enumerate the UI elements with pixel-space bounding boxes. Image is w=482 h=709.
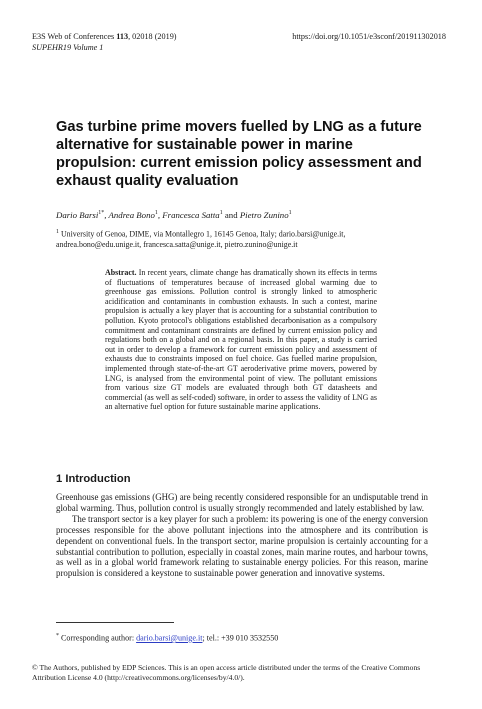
author: Andrea Bono (108, 210, 155, 220)
journal-line (32, 32, 177, 43)
conference-name: SUPEHR19 Volume 1 (32, 42, 104, 52)
footnote-prefix: Corresponding author: (59, 633, 137, 643)
volume-number: 113 (116, 32, 129, 41)
section-heading: 1 Introduction (56, 473, 131, 485)
paragraph: The transport sector is a key player for such a problem: its powering is one of the energy conversion processes responsible for the above pollutant injections into the atmosphere and its contribution is dependent on conventional fuels. In the transport sector, marine propulsion is certainly accounting for a substantial contribution to pollution, especially in coastal zones, main marine routes, and harbour towns, as well as in a global world framework relating to sustainable energy policies. For this reason, marine propulsion is considered a keystone to sustainable power generation and innovative systems. (56, 513, 428, 579)
affiliation-line-2: andrea.bono@edu.unige.it, francesca.satta@unige.it, pietro.zunino@unige.it (56, 240, 298, 250)
article-number: , 02018 (2019) (128, 32, 177, 41)
footnote-suffix: ; tel.: +39 010 3532550 (202, 633, 279, 643)
author-mark: 1 (288, 210, 292, 217)
corresponding-email-link[interactable]: dario.barsi@unige.it (136, 633, 203, 643)
paragraph: Greenhouse gas emissions (GHG) are being recently considered responsible for an undisputable trend in global warming. Thus, pollution control is usually strongly recommended and lately established by law. (56, 492, 428, 513)
affiliation-mark: 1 (56, 229, 59, 235)
author-mark: 1 (154, 210, 158, 217)
author: Francesca Satta (162, 210, 220, 220)
footnote-divider (56, 622, 174, 623)
author: Dario Barsi (56, 210, 99, 220)
affiliation (56, 227, 436, 251)
running-header (32, 32, 177, 53)
section-body (56, 492, 428, 579)
author: Pietro Zunino (239, 210, 289, 220)
doi-link[interactable]: https://doi.org/10.1051/e3sconf/201911302018 (292, 32, 446, 41)
license-notice: © The Authors, published by EDP Sciences. This is an open access article distributed under the terms of the Creative Commons Attribution License 4.0 (http://creativecommons.org/licenses/by/4.0/). (32, 663, 421, 682)
footnote-mark: * (56, 633, 59, 639)
paper-title: Gas turbine prime movers fuelled by LNG as a future alternative for sustainable power in marine propulsion: current emission policy assessment and exhaust quality evaluation (56, 119, 422, 189)
abstract-text: In recent years, climate change has dramatically shown its effects in terms of fluctuations of temperatures because of increased global warming due to greenhouse gas emissions. Pollution control is strongly linked to atmospheric acidification and contaminants in combustion exhausts. In such a contest, marine propulsion is actually a key player that is accounting for a substantial contribution to pollution. Kyoto protocol's obligations established decarbonisation as a compulsory commitment and contaminant constraints are defined by current emission policy and regulations both on a global and on a regional basis. In this paper, a study is carried out in order to develop a framework for current emission policy and assessment of exhausts due to constraints imposed on fuel choice. Gas fuelled marine propulsion, implemented through state-of-the-art GT aeroderivative prime movers, powered by LNG, is analysed from the environmental point of view. The pollutant emissions from various size GT models are evaluated through both GT datasheets and commercial (as well as self-coded) software, in order to assess the validity of LNG as an alternative fuel option for future sustainable marine applications. (105, 268, 377, 412)
abstract-label: Abstract. (105, 268, 137, 277)
journal-name: E3S Web of Conferences (32, 32, 117, 41)
footnote (56, 633, 278, 643)
abstract (105, 268, 377, 412)
author-mark: 1* (98, 210, 105, 217)
author-list: Dario Barsi$^{1*}$, Andrea Bono$^1$, Francesca Satta$^1$ and Pietro Zunino$^1$ (56, 210, 292, 220)
affiliation-line-1: University of Genoa, DIME, via Montallegro 1, 16145 Genoa, Italy; dario.barsi@unige.it, (59, 229, 346, 239)
author-mark: 1 (219, 210, 223, 217)
